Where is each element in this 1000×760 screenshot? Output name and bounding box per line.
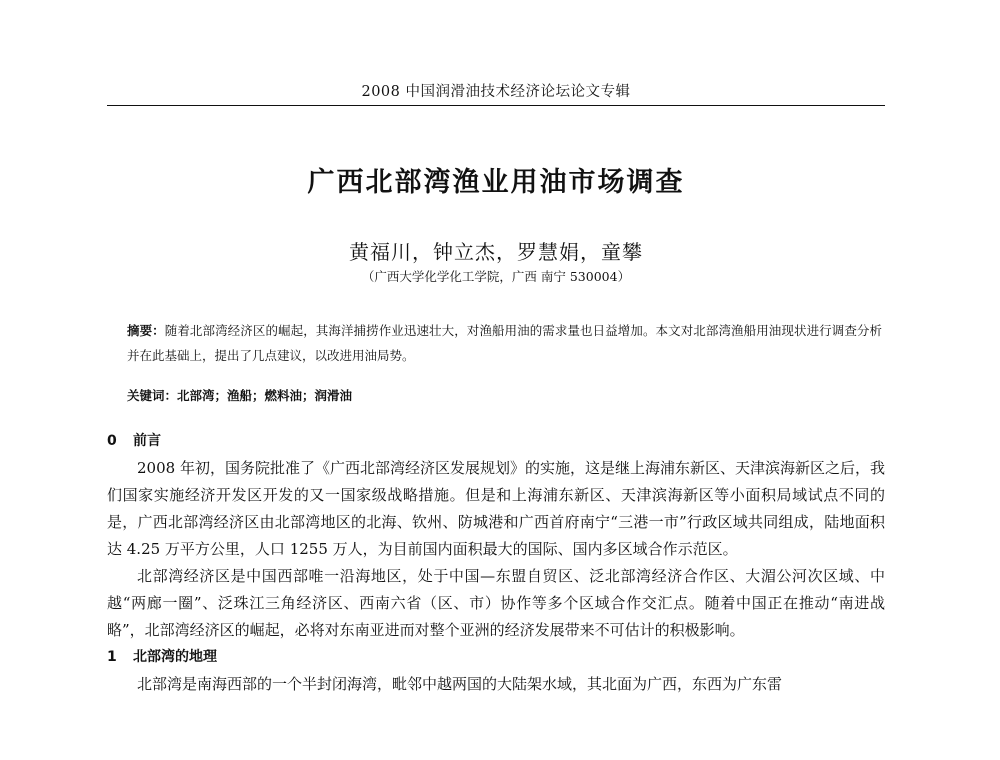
author-list: 黄福川，钟立杰，罗慧娟，童攀 xyxy=(349,240,643,264)
affiliation: （广西大学化学化工学院，广西 南宁 530004） xyxy=(361,269,631,284)
paragraph: 2008 年初，国务院批准了《广西北部湾经济区发展规划》的实施，这是继上海浦东新区、天津滨海新区之后，我们国家实施经济开发区开发的又一国家级战略措施。但是和上海浦东新区、天津滨海新区等小面积局域试点不同的是，广西北部湾经济区由北部湾地区的北海、钦州、防城港和广西首府南宁“三港一市”行政区域共同组成，陆地面积达 4.25 万平方公里，人口 1255 万人，为目前国内面积最大的国际、国内多区域合作示范区。 xyxy=(107,459,885,558)
keywords-text: 北部湾；渔船；燃料油；润滑油 xyxy=(177,388,353,403)
section-heading xyxy=(107,644,885,671)
section-number: 1 xyxy=(107,649,117,665)
body-text xyxy=(107,428,885,698)
running-header: 2008 中国润滑油技术经济论坛论文专辑 xyxy=(361,84,631,100)
paragraph: 北部湾是南海西部的一个半封闭海湾，毗邻中越两国的大陆架水域，其北面为广西，东西为广东雷 xyxy=(137,675,783,693)
section-0 xyxy=(107,428,885,644)
paragraph: 北部湾经济区是中国西部唯一沿海地区，处于中国—东盟自贸区、泛北部湾经济合作区、大湄公河次区域、中越“两廊一圈”、泛珠江三角经济区、西南六省（区、市）协作等多个区域合作交汇点。随着中国正在推动“南进战略”，北部湾经济区的崛起，必将对东南亚进而对整个亚洲的经济发展带来不可估计的积极影响。 xyxy=(107,567,885,639)
section-number: 0 xyxy=(107,433,117,449)
abstract-text: 随着北部湾经济区的崛起，其海洋捕捞作业迅速壮大，对渔船用油的需求量也日益增加。本文对北部湾渔船用油现状进行调查分析并在此基础上，提出了几点建议，以改进用油局势。 xyxy=(127,323,882,363)
section-title: 北部湾的地理 xyxy=(133,649,217,665)
abstract xyxy=(127,318,882,368)
section-title: 前言 xyxy=(133,433,161,449)
header-rule xyxy=(107,105,885,106)
section-1 xyxy=(107,644,885,698)
keywords-label: 关键词： xyxy=(127,388,178,403)
paper-title: 广西北部湾渔业用油市场调查 xyxy=(307,167,685,198)
abstract-label: 摘要： xyxy=(127,323,165,338)
section-heading xyxy=(107,428,885,455)
keywords xyxy=(127,386,882,404)
